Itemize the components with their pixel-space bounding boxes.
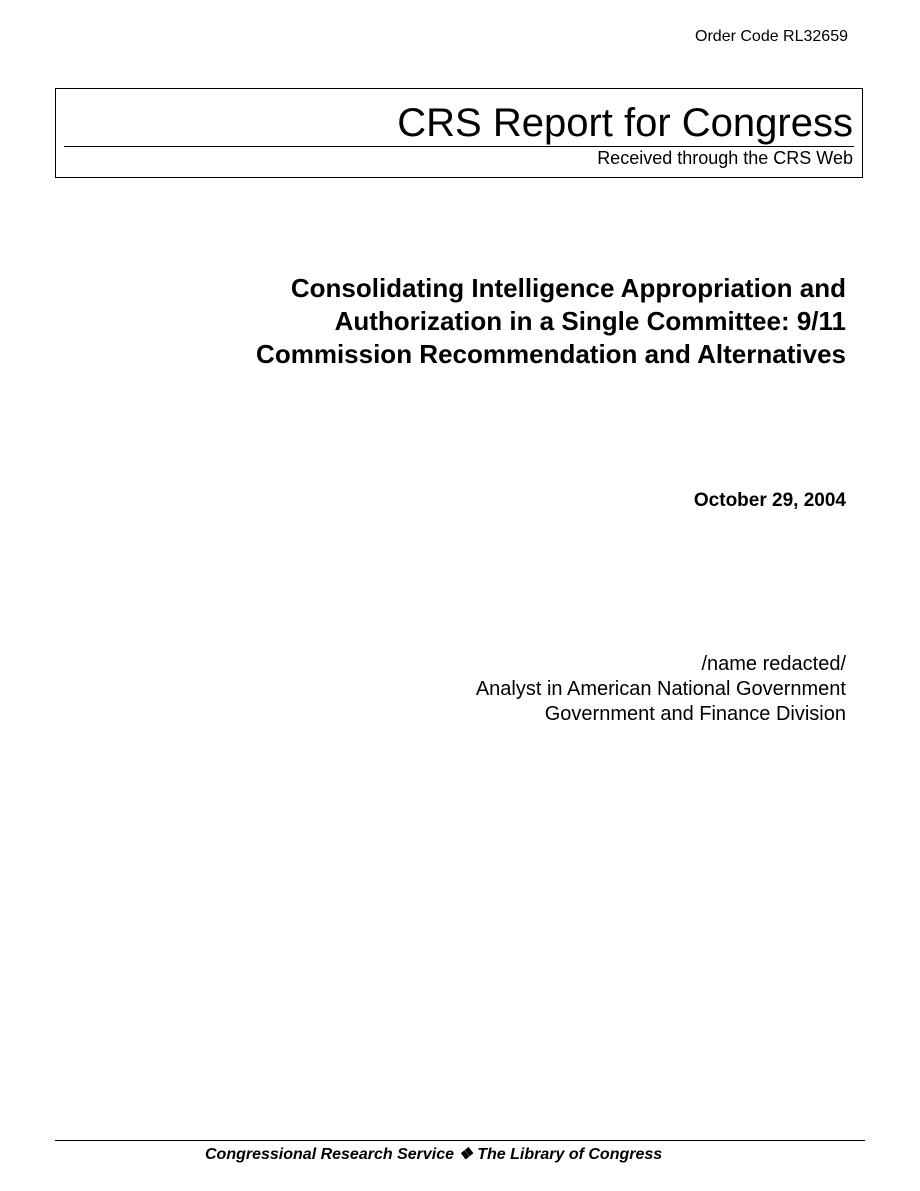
report-title-line: Authorization in a Single Committee: 9/11 <box>334 306 846 336</box>
author-division: Government and Finance Division <box>544 703 846 725</box>
report-date: October 29, 2004 <box>693 490 846 511</box>
banner-subtitle: Received through the CRS Web <box>597 148 853 168</box>
report-title-line: Consolidating Intelligence Appropriation and <box>290 273 846 303</box>
banner-title: CRS Report for Congress <box>397 101 853 145</box>
footer-divider <box>55 1140 865 1141</box>
order-code: Order Code RL32659 <box>695 28 848 45</box>
author-name: /name redacted/ <box>701 653 846 675</box>
author-position: Analyst in American National Government <box>475 678 846 700</box>
report-title-line: Commission Recommendation and Alternatives <box>256 339 846 369</box>
footer-text: Congressional Research Service ❖ The Library of Congress <box>205 1146 663 1163</box>
report-banner <box>55 88 863 178</box>
report-title <box>146 272 846 371</box>
author-block <box>246 652 846 727</box>
